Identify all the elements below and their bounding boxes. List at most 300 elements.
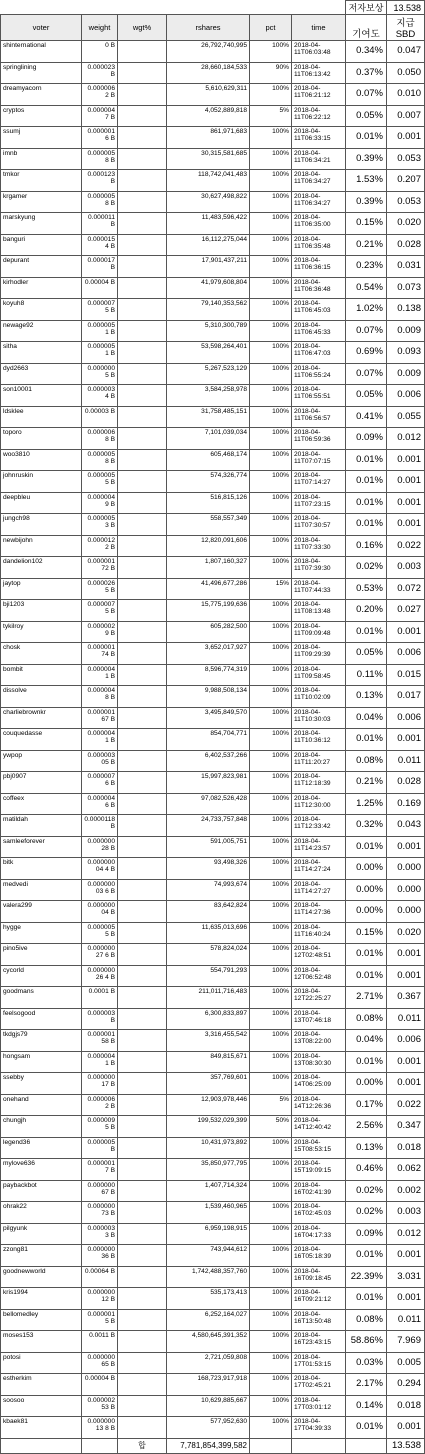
cell-voter[interactable]: imnb	[1, 148, 82, 170]
cell-rshares[interactable]: 35,850,977,795	[167, 1159, 250, 1181]
cell-contribution[interactable]: 0.03%	[346, 1352, 387, 1374]
cell-pct[interactable]: 100%	[250, 965, 292, 987]
cell-contribution[interactable]: 0.21%	[346, 234, 387, 256]
cell-payout-sbd[interactable]: 0.011	[387, 1309, 425, 1331]
cell-weight[interactable]: 0.00000004 B	[82, 901, 118, 923]
cell-contribution[interactable]: 0.08%	[346, 1309, 387, 1331]
cell-wgt-pct[interactable]	[118, 191, 167, 213]
cell-payout-sbd[interactable]: 0.010	[387, 84, 425, 106]
cell-pct[interactable]: 100%	[250, 643, 292, 665]
cell-contribution[interactable]: 0.07%	[346, 363, 387, 385]
cell-time[interactable]: 2018-04-17T02:45:21	[292, 1374, 346, 1396]
cell-rshares[interactable]: 53,598,264,401	[167, 342, 250, 364]
cell-payout-sbd[interactable]: 0.294	[387, 1374, 425, 1396]
cell-time[interactable]: 2018-04-11T06:13:42	[292, 62, 346, 84]
cell-time[interactable]: 2018-04-16T09:21:12	[292, 1288, 346, 1310]
cell-time[interactable]: 2018-04-11T10:36:12	[292, 729, 346, 751]
cell-contribution[interactable]: 0.04%	[346, 1030, 387, 1052]
cell-wgt-pct[interactable]	[118, 600, 167, 622]
cell-weight[interactable]: 0.0011 B	[82, 1331, 118, 1353]
cell-pct[interactable]: 100%	[250, 815, 292, 837]
cell-payout-sbd[interactable]: 0.005	[387, 1352, 425, 1374]
cell-weight[interactable]: 0.000123 B	[82, 170, 118, 192]
cell-voter[interactable]: jungch98	[1, 514, 82, 536]
cell-weight[interactable]: 0.0000005 B	[82, 363, 118, 385]
cell-rshares[interactable]: 861,971,683	[167, 127, 250, 149]
cell-voter[interactable]: chosk	[1, 643, 82, 665]
cell-pct[interactable]: 100%	[250, 987, 292, 1009]
column-header-pct[interactable]: pct	[250, 15, 292, 41]
cell-pct[interactable]: 100%	[250, 127, 292, 149]
cell-rshares[interactable]: 11,635,013,696	[167, 922, 250, 944]
cell-time[interactable]: 2018-04-12T06:52:48	[292, 965, 346, 987]
cell-wgt-pct[interactable]	[118, 901, 167, 923]
cell-time[interactable]: 2018-04-11T06:33:15	[292, 127, 346, 149]
cell-voter[interactable]: tmkor	[1, 170, 82, 192]
cell-pct[interactable]: 100%	[250, 1352, 292, 1374]
cell-contribution[interactable]: 58.86%	[346, 1331, 387, 1353]
cell-time[interactable]: 2018-04-11T14:23:57	[292, 836, 346, 858]
cell-contribution[interactable]: 1.02%	[346, 299, 387, 321]
cell-time[interactable]: 2018-04-11T06:34:27	[292, 170, 346, 192]
cell-rshares[interactable]: 357,769,601	[167, 1073, 250, 1095]
cell-weight[interactable]: 0.00000028 B	[82, 836, 118, 858]
cell-pct[interactable]: 100%	[250, 729, 292, 751]
cell-time[interactable]: 2018-04-11T07:07:15	[292, 449, 346, 471]
cell-contribution[interactable]: 0.15%	[346, 922, 387, 944]
cell-weight[interactable]: 0.0000058 B	[82, 191, 118, 213]
cell-wgt-pct[interactable]	[118, 1395, 167, 1417]
cell-wgt-pct[interactable]	[118, 858, 167, 880]
cell-wgt-pct[interactable]	[118, 127, 167, 149]
cell-weight[interactable]: 0.0000051 B	[82, 342, 118, 364]
cell-voter[interactable]: samleeforever	[1, 836, 82, 858]
cell-rshares[interactable]: 93,498,326	[167, 858, 250, 880]
cell-rshares[interactable]: 3,652,017,927	[167, 643, 250, 665]
cell-weight[interactable]: 0.0000118 B	[82, 815, 118, 837]
cell-wgt-pct[interactable]	[118, 105, 167, 127]
cell-pct[interactable]: 100%	[250, 600, 292, 622]
cell-wgt-pct[interactable]	[118, 772, 167, 794]
cell-pct[interactable]: 100%	[250, 686, 292, 708]
cell-time[interactable]: 2018-04-11T06:03:48	[292, 41, 346, 63]
cell-rshares[interactable]: 6,959,198,915	[167, 1223, 250, 1245]
cell-payout-sbd[interactable]: 0.006	[387, 707, 425, 729]
cell-payout-sbd[interactable]: 0.006	[387, 1030, 425, 1052]
cell-contribution[interactable]: 0.46%	[346, 1159, 387, 1181]
cell-time[interactable]: 2018-04-16T23:43:15	[292, 1331, 346, 1353]
cell-pct[interactable]: 100%	[250, 1331, 292, 1353]
cell-wgt-pct[interactable]	[118, 621, 167, 643]
cell-rshares[interactable]: 12,903,978,446	[167, 1094, 250, 1116]
cell-payout-sbd[interactable]: 0.053	[387, 148, 425, 170]
cell-wgt-pct[interactable]	[118, 686, 167, 708]
cell-voter[interactable]: bitk	[1, 858, 82, 880]
cell-weight[interactable]: 0.00000003 6 B	[82, 879, 118, 901]
cell-voter[interactable]: dandelion102	[1, 557, 82, 579]
cell-wgt-pct[interactable]	[118, 363, 167, 385]
cell-time[interactable]: 2018-04-11T11:20:27	[292, 750, 346, 772]
cell-time[interactable]: 2018-04-11T06:36:15	[292, 256, 346, 278]
cell-payout-sbd[interactable]: 0.009	[387, 320, 425, 342]
cell-payout-sbd[interactable]: 0.011	[387, 750, 425, 772]
cell-payout-sbd[interactable]: 0.012	[387, 428, 425, 450]
cell-weight[interactable]: 0.0000017 B	[82, 1159, 118, 1181]
cell-pct[interactable]: 100%	[250, 1202, 292, 1224]
cell-time[interactable]: 2018-04-11T07:30:57	[292, 514, 346, 536]
cell-contribution[interactable]: 0.39%	[346, 191, 387, 213]
cell-contribution[interactable]: 0.01%	[346, 492, 387, 514]
cell-wgt-pct[interactable]	[118, 148, 167, 170]
cell-rshares[interactable]: 17,901,437,211	[167, 256, 250, 278]
cell-contribution[interactable]: 0.07%	[346, 84, 387, 106]
cell-rshares[interactable]: 9,988,508,134	[167, 686, 250, 708]
cell-rshares[interactable]: 30,627,498,822	[167, 191, 250, 213]
cell-contribution[interactable]: 0.69%	[346, 342, 387, 364]
cell-voter[interactable]: woo3810	[1, 449, 82, 471]
cell-contribution[interactable]: 0.09%	[346, 428, 387, 450]
cell-voter[interactable]: johnruskin	[1, 471, 82, 493]
cell-time[interactable]: 2018-04-13T07:46:18	[292, 1008, 346, 1030]
cell-wgt-pct[interactable]	[118, 1352, 167, 1374]
cell-contribution[interactable]: 0.00%	[346, 858, 387, 880]
cell-contribution[interactable]: 0.23%	[346, 256, 387, 278]
cell-payout-sbd[interactable]: 0.001	[387, 621, 425, 643]
cell-contribution[interactable]: 0.20%	[346, 600, 387, 622]
cell-rshares[interactable]: 3,584,258,978	[167, 385, 250, 407]
cell-wgt-pct[interactable]	[118, 535, 167, 557]
cell-weight[interactable]: 0.00000017 B	[82, 1073, 118, 1095]
cell-payout-sbd[interactable]: 0.031	[387, 256, 425, 278]
cell-voter[interactable]: cycorld	[1, 965, 82, 987]
cell-voter[interactable]: dissolve	[1, 686, 82, 708]
cell-pct[interactable]: 100%	[250, 363, 292, 385]
cell-time[interactable]: 2018-04-11T12:30:00	[292, 793, 346, 815]
cell-voter[interactable]: mylove636	[1, 1159, 82, 1181]
cell-wgt-pct[interactable]	[118, 965, 167, 987]
cell-pct[interactable]: 100%	[250, 1073, 292, 1095]
cell-voter[interactable]: cryptos	[1, 105, 82, 127]
cell-voter[interactable]: kris1994	[1, 1288, 82, 1310]
cell-time[interactable]: 2018-04-11T06:55:24	[292, 363, 346, 385]
cell-time[interactable]: 2018-04-17T01:53:15	[292, 1352, 346, 1374]
cell-rshares[interactable]: 12,820,091,606	[167, 535, 250, 557]
column-header-weight[interactable]: weight	[82, 15, 118, 41]
cell-pct[interactable]: 100%	[250, 922, 292, 944]
cell-time[interactable]: 2018-04-16T02:45:03	[292, 1202, 346, 1224]
cell-pct[interactable]: 5%	[250, 105, 292, 127]
cell-wgt-pct[interactable]	[118, 62, 167, 84]
cell-payout-sbd[interactable]: 0.073	[387, 277, 425, 299]
cell-voter[interactable]: sitha	[1, 342, 82, 364]
cell-voter[interactable]: deepbleu	[1, 492, 82, 514]
cell-wgt-pct[interactable]	[118, 1266, 167, 1288]
cell-rshares[interactable]: 591,005,751	[167, 836, 250, 858]
cell-contribution[interactable]: 0.01%	[346, 621, 387, 643]
cell-contribution[interactable]: 0.00%	[346, 901, 387, 923]
cell-contribution[interactable]: 0.34%	[346, 41, 387, 63]
cell-payout-sbd[interactable]: 0.001	[387, 1051, 425, 1073]
cell-weight[interactable]: 0.0000046 B	[82, 793, 118, 815]
cell-weight[interactable]: 0.00000004 4 B	[82, 858, 118, 880]
cell-voter[interactable]: ssebby	[1, 1073, 82, 1095]
cell-contribution[interactable]: 0.41%	[346, 406, 387, 428]
cell-time[interactable]: 2018-04-14T06:25:09	[292, 1073, 346, 1095]
cell-time[interactable]: 2018-04-16T04:17:33	[292, 1223, 346, 1245]
cell-contribution[interactable]: 0.01%	[346, 965, 387, 987]
cell-rshares[interactable]: 83,642,824	[167, 901, 250, 923]
cell-time[interactable]: 2018-04-17T03:01:12	[292, 1395, 346, 1417]
cell-rshares[interactable]: 849,815,671	[167, 1051, 250, 1073]
cell-voter[interactable]: springlining	[1, 62, 82, 84]
cell-time[interactable]: 2018-04-14T12:40:42	[292, 1116, 346, 1138]
cell-time[interactable]: 2018-04-17T04:39:33	[292, 1417, 346, 1439]
cell-rshares[interactable]: 10,431,973,892	[167, 1137, 250, 1159]
cell-weight[interactable]: 0.0000048 B	[82, 686, 118, 708]
cell-voter[interactable]: pino5ive	[1, 944, 82, 966]
cell-weight[interactable]: 0.0000041 B	[82, 1051, 118, 1073]
cell-voter[interactable]: zzong81	[1, 1245, 82, 1267]
cell-payout-sbd[interactable]: 0.006	[387, 643, 425, 665]
cell-contribution[interactable]: 0.01%	[346, 729, 387, 751]
cell-weight[interactable]: 0.0000029 B	[82, 621, 118, 643]
cell-voter[interactable]: legend36	[1, 1137, 82, 1159]
cell-wgt-pct[interactable]	[118, 170, 167, 192]
cell-time[interactable]: 2018-04-13T08:22:00	[292, 1030, 346, 1052]
cell-voter[interactable]: krgamer	[1, 191, 82, 213]
cell-rshares[interactable]: 118,742,041,483	[167, 170, 250, 192]
cell-weight[interactable]: 0.00000065 B	[82, 1352, 118, 1374]
cell-wgt-pct[interactable]	[118, 320, 167, 342]
cell-weight[interactable]: 0.0000075 B	[82, 299, 118, 321]
cell-pct[interactable]: 100%	[250, 170, 292, 192]
cell-rshares[interactable]: 6,300,833,897	[167, 1008, 250, 1030]
cell-rshares[interactable]: 30,315,581,685	[167, 148, 250, 170]
cell-rshares[interactable]: 577,952,630	[167, 1417, 250, 1439]
cell-time[interactable]: 2018-04-11T06:34:27	[292, 191, 346, 213]
cell-voter[interactable]: ywpop	[1, 750, 82, 772]
cell-pct[interactable]: 90%	[250, 62, 292, 84]
cell-pct[interactable]: 100%	[250, 1137, 292, 1159]
cell-pct[interactable]: 100%	[250, 1030, 292, 1052]
cell-payout-sbd[interactable]: 0.007	[387, 105, 425, 127]
cell-contribution[interactable]: 0.01%	[346, 1417, 387, 1439]
cell-time[interactable]: 2018-04-11T09:58:45	[292, 664, 346, 686]
cell-contribution[interactable]: 0.21%	[346, 772, 387, 794]
cell-rshares[interactable]: 2,721,059,808	[167, 1352, 250, 1374]
column-header-wgt-pct[interactable]: wgt%	[118, 15, 167, 41]
cell-wgt-pct[interactable]	[118, 492, 167, 514]
cell-pct[interactable]: 100%	[250, 772, 292, 794]
cell-contribution[interactable]: 0.15%	[346, 213, 387, 235]
cell-wgt-pct[interactable]	[118, 1331, 167, 1353]
cell-time[interactable]: 2018-04-11T07:39:30	[292, 557, 346, 579]
cell-time[interactable]: 2018-04-15T19:09:15	[292, 1159, 346, 1181]
cell-contribution[interactable]: 0.08%	[346, 750, 387, 772]
cell-payout-sbd[interactable]: 0.000	[387, 879, 425, 901]
cell-voter[interactable]: tykilroy	[1, 621, 82, 643]
cell-time[interactable]: 2018-04-11T08:13:48	[292, 600, 346, 622]
cell-wgt-pct[interactable]	[118, 299, 167, 321]
cell-payout-sbd[interactable]: 0.002	[387, 1180, 425, 1202]
cell-voter[interactable]: potosi	[1, 1352, 82, 1374]
cell-contribution[interactable]: 0.09%	[346, 1223, 387, 1245]
cell-contribution[interactable]: 0.01%	[346, 1051, 387, 1073]
cell-rshares[interactable]: 7,101,039,034	[167, 428, 250, 450]
cell-contribution[interactable]: 0.13%	[346, 1137, 387, 1159]
cell-weight[interactable]: 0.0000095 B	[82, 1116, 118, 1138]
cell-weight[interactable]: 0.000017 B	[82, 256, 118, 278]
cell-weight[interactable]: 0.0000154 B	[82, 234, 118, 256]
cell-weight[interactable]: 0.0001 B	[82, 987, 118, 1009]
column-header-voter[interactable]: voter	[1, 15, 82, 41]
cell-pct[interactable]: 100%	[250, 1417, 292, 1439]
cell-voter[interactable]: chungjh	[1, 1116, 82, 1138]
cell-time[interactable]: 2018-04-11T10:02:09	[292, 686, 346, 708]
cell-weight[interactable]: 0.00000167 B	[82, 707, 118, 729]
cell-weight[interactable]: 0.0000047 B	[82, 105, 118, 127]
cell-rshares[interactable]: 26,792,740,995	[167, 41, 250, 63]
cell-voter[interactable]: goodnewworld	[1, 1266, 82, 1288]
cell-wgt-pct[interactable]	[118, 578, 167, 600]
cell-time[interactable]: 2018-04-11T06:22:12	[292, 105, 346, 127]
cell-time[interactable]: 2018-04-11T06:45:03	[292, 299, 346, 321]
cell-time[interactable]: 2018-04-15T08:53:15	[292, 1137, 346, 1159]
cell-payout-sbd[interactable]: 0.001	[387, 1245, 425, 1267]
cell-contribution[interactable]: 0.04%	[346, 707, 387, 729]
cell-payout-sbd[interactable]: 0.347	[387, 1116, 425, 1138]
cell-payout-sbd[interactable]: 0.020	[387, 922, 425, 944]
cell-contribution[interactable]: 0.01%	[346, 449, 387, 471]
cell-voter[interactable]: charliebrownkr	[1, 707, 82, 729]
cell-payout-sbd[interactable]: 0.001	[387, 836, 425, 858]
cell-pct[interactable]: 50%	[250, 1116, 292, 1138]
cell-contribution[interactable]: 0.00%	[346, 1073, 387, 1095]
cell-pct[interactable]: 100%	[250, 707, 292, 729]
cell-voter[interactable]: hygge	[1, 922, 82, 944]
cell-wgt-pct[interactable]	[118, 879, 167, 901]
total-label[interactable]: 합	[118, 1438, 167, 1453]
cell-weight[interactable]: 0.00000158 B	[82, 1030, 118, 1052]
cell-time[interactable]: 2018-04-11T07:23:15	[292, 492, 346, 514]
cell-payout-sbd[interactable]: 0.062	[387, 1159, 425, 1181]
cell-payout-sbd[interactable]: 0.138	[387, 299, 425, 321]
cell-weight[interactable]: 0.0000049 B	[82, 492, 118, 514]
cell-payout-sbd[interactable]: 0.028	[387, 772, 425, 794]
cell-voter[interactable]: medvedi	[1, 879, 82, 901]
cell-wgt-pct[interactable]	[118, 428, 167, 450]
cell-rshares[interactable]: 6,252,164,027	[167, 1309, 250, 1331]
cell-time[interactable]: 2018-04-11T06:59:36	[292, 428, 346, 450]
cell-weight[interactable]: 0.000011 B	[82, 213, 118, 235]
cell-wgt-pct[interactable]	[118, 1137, 167, 1159]
cell-rshares[interactable]: 5,610,629,311	[167, 84, 250, 106]
cell-payout-sbd[interactable]: 0.072	[387, 578, 425, 600]
cell-payout-sbd[interactable]: 0.001	[387, 965, 425, 987]
cell-voter[interactable]: marskyung	[1, 213, 82, 235]
cell-weight[interactable]: 0.00000027 6 B	[82, 944, 118, 966]
cell-time[interactable]: 2018-04-11T14:27:24	[292, 858, 346, 880]
cell-voter[interactable]: onehand	[1, 1094, 82, 1116]
cell-wgt-pct[interactable]	[118, 1223, 167, 1245]
cell-pct[interactable]: 100%	[250, 385, 292, 407]
cell-payout-sbd[interactable]: 0.001	[387, 729, 425, 751]
cell-time[interactable]: 2018-04-11T06:47:03	[292, 342, 346, 364]
cell-wgt-pct[interactable]	[118, 1309, 167, 1331]
cell-pct[interactable]: 100%	[250, 320, 292, 342]
cell-pct[interactable]: 100%	[250, 1374, 292, 1396]
cell-time[interactable]: 2018-04-11T06:35:00	[292, 213, 346, 235]
cell-voter[interactable]: son10001	[1, 385, 82, 407]
cell-rshares[interactable]: 605,282,500	[167, 621, 250, 643]
cell-weight[interactable]: 0.0000034 B	[82, 385, 118, 407]
cell-rshares[interactable]: 5,310,300,789	[167, 320, 250, 342]
cell-voter[interactable]: bombit	[1, 664, 82, 686]
cell-weight[interactable]: 0.000023 B	[82, 62, 118, 84]
cell-contribution[interactable]: 0.08%	[346, 1008, 387, 1030]
cell-wgt-pct[interactable]	[118, 750, 167, 772]
cell-voter[interactable]: feelsogood	[1, 1008, 82, 1030]
cell-time[interactable]: 2018-04-11T09:29:39	[292, 643, 346, 665]
cell-weight[interactable]: 0.0000076 B	[82, 772, 118, 794]
cell-payout-sbd[interactable]: 0.017	[387, 686, 425, 708]
cell-rshares[interactable]: 605,468,174	[167, 449, 250, 471]
cell-time[interactable]: 2018-04-12T22:25:27	[292, 987, 346, 1009]
cell-payout-sbd[interactable]: 0.000	[387, 858, 425, 880]
cell-weight[interactable]: 0.0000062 B	[82, 1094, 118, 1116]
cell-payout-sbd[interactable]: 0.001	[387, 471, 425, 493]
cell-contribution[interactable]: 0.17%	[346, 1094, 387, 1116]
cell-wgt-pct[interactable]	[118, 471, 167, 493]
cell-rshares[interactable]: 31,758,485,151	[167, 406, 250, 428]
cell-rshares[interactable]: 1,407,714,324	[167, 1180, 250, 1202]
cell-wgt-pct[interactable]	[118, 277, 167, 299]
cell-pct[interactable]: 100%	[250, 514, 292, 536]
cell-weight[interactable]: 0.0000053 B	[82, 514, 118, 536]
cell-pct[interactable]: 100%	[250, 750, 292, 772]
column-header-contribution[interactable]: 기여도	[346, 15, 387, 41]
cell-pct[interactable]: 100%	[250, 191, 292, 213]
cell-contribution[interactable]: 0.32%	[346, 815, 387, 837]
cell-voter[interactable]: couquedasse	[1, 729, 82, 751]
cell-weight[interactable]: 0.0000015 B	[82, 1309, 118, 1331]
cell-time[interactable]: 2018-04-11T06:36:48	[292, 277, 346, 299]
cell-voter[interactable]: shinternational	[1, 41, 82, 63]
cell-payout-sbd[interactable]: 0.003	[387, 557, 425, 579]
cell-wgt-pct[interactable]	[118, 643, 167, 665]
cell-contribution[interactable]: 0.05%	[346, 385, 387, 407]
cell-wgt-pct[interactable]	[118, 729, 167, 751]
cell-payout-sbd[interactable]: 0.367	[387, 987, 425, 1009]
total-rshares[interactable]: 7,781,854,399,582	[167, 1438, 250, 1453]
cell-pct[interactable]: 100%	[250, 664, 292, 686]
cell-rshares[interactable]: 28,660,184,533	[167, 62, 250, 84]
cell-wgt-pct[interactable]	[118, 664, 167, 686]
cell-payout-sbd[interactable]: 0.047	[387, 41, 425, 63]
cell-time[interactable]: 2018-04-11T06:35:48	[292, 234, 346, 256]
cell-pct[interactable]: 100%	[250, 342, 292, 364]
cell-wgt-pct[interactable]	[118, 944, 167, 966]
cell-weight[interactable]: 0.00000172 B	[82, 557, 118, 579]
cell-payout-sbd[interactable]: 0.028	[387, 234, 425, 256]
cell-payout-sbd[interactable]: 0.001	[387, 944, 425, 966]
cell-pct[interactable]: 100%	[250, 234, 292, 256]
cell-pct[interactable]: 100%	[250, 1008, 292, 1030]
cell-voter[interactable]: pbj0907	[1, 772, 82, 794]
cell-rshares[interactable]: 6,402,537,266	[167, 750, 250, 772]
cell-voter[interactable]: newage92	[1, 320, 82, 342]
cell-time[interactable]: 2018-04-14T12:26:36	[292, 1094, 346, 1116]
